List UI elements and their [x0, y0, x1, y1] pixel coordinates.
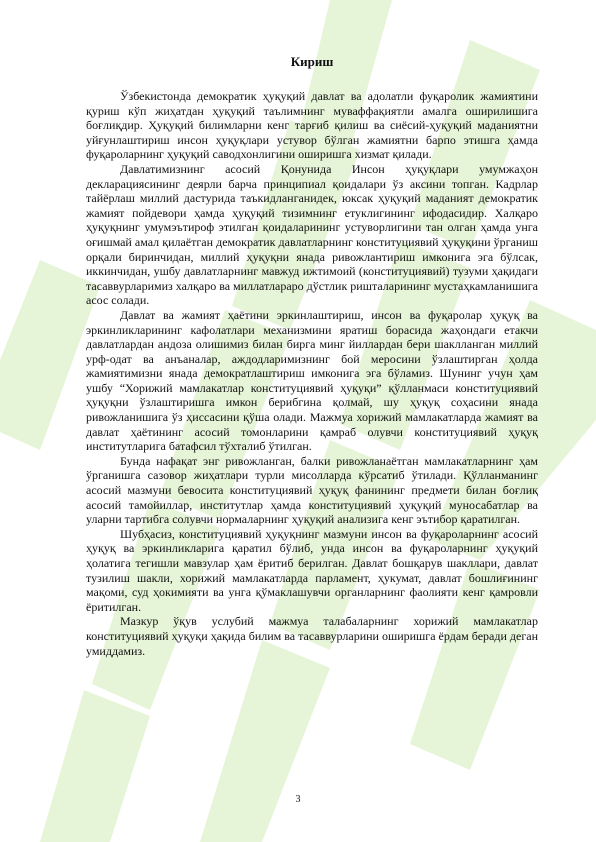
paragraph-5: Шубҳасиз, конституциявий ҳуқуқнинг мазмуни инсон ва фуқароларнинг асосий ҳуқуқ ва эркинликларига қаратил бўлиб, унда инсон ва фуқароларнинг ҳуқуқий ҳолатига тегишли мавзулар ҳам ёритиб берилган. Давлат бошқарув шакллари, давлат тузилиш шакли, хорижий мамлакатларда парламент, ҳукумат, давлат бошлиғининг мақоми, суд ҳокимияти ва унга қўмаклашувчи органларнинг фаолияти кенг қамровли ёритилган. [86, 526, 538, 614]
paragraph-3: Давлат ва жамият ҳаётини эркинлаштириш, инсон ва фуқаролар ҳуқуқ ва эркинликларининг кафолатлари механизмини яратиш борасида жаҳондаги етакчи давлатлардан андоза олишимиз билан бирга минг йиллардан бери шаклланган миллий урф-одат ва анъаналар, аждодларимизнинг бой меросини ўзлаштирган ҳолда жамиятимизни янада демократлаштириш имконига эга бўламиз. Шунинг учун ҳам ушбу “Хорижий мамлакатлар конституциявий ҳуқуқи” қўлланмаси конституциявий ҳуқуқни ўзлаштиришга имкон берибгина қолмай, шу ҳуқуқ соҳасини янада ривожланишига ўз ҳиссасини қўша олади. Мажмуа хорижий мамлакатларда жамият ва давлат ҳаётининг асосий томонларини қамраб олувчи конституциявий ҳуқуқ институтларига батафсил тўхталиб ўтилган. [86, 307, 538, 454]
document-body [86, 89, 538, 658]
paragraph-6: Мазкур ўқув услубий мажмуа талабаларнинг хорижий мамлакатлар конституциявий ҳуқуқи ҳақида билим ва тасаввурларини оширишга ёрдам беради деган умиддамиз. [86, 614, 538, 658]
paragraph-4: Бунда нафақат энг ривожланган, балки ривожланаётган мамлакатларнинг ҳам ўрганишга сазовор жиҳатлари турли мисолларда кўрсатиб ўтилади. Қўлланманинг асосий мазмуни бевосита конституциявий ҳуқуқ фанининг предмети билан боғлиқ асосий тамойиллар, институтлар ҳамда конституциявий ҳуқуқий муносабатлар ва уларни тартибга солувчи нормаларнинг ҳуқуқий анализига кенг эътибор қаратилган. [86, 453, 538, 527]
page-number: 3 [295, 794, 301, 805]
paragraph-1: Ўзбекистонда демократик ҳуқуқий давлат ва адолатли фуқаролик жамиятини қуриш кўп жиҳатдан ҳуқуқий таълимнинг муваффақиятли амалга оширилишига боғлиқдир. Ҳуқуқий билимларни кенг тарғиб қилиш ва сиёсий-ҳуқуқий маданиятни уйғунлаштириш инсон ҳуқуқлари устувор бўлган жамиятни барпо этишга ҳамда фуқароларнинг ҳуқуқий саводхонлигини оширишга хизмат қилади. [86, 89, 538, 162]
document-page [86, 54, 538, 658]
page-title: Кириш [290, 54, 334, 69]
paragraph-2: Давлатимизнинг асосий Қонунида Инсон ҳуқуқлари умумжаҳон декларациясининг деярли барча принципиал қоидалари ўз аксини топган. Кадрлар тайёрлаш миллий дастурида таъкидланганидек, юксак ҳуқуқий маданият демократик жамият пойдевори ҳамда ҳуқуқий тизимнинг етуклигининг ифодасидир. Халқаро ҳуқуқнинг умумэътироф этилган қоидаларининг устуворлигини тан олган ҳамда унга оғишмай амал қилаётган демократик давлатларнинг конституциявий ҳуқуқини ўрганиш орқали биринчидан, миллий ҳуқуқни янада ривожлантириш имконига эга бўлсак, иккинчидан, ушбу давлатларнинг мавжуд ижтимоий (конституциявий) тузуми ҳақидаги тасаввурларимиз халқаро ва миллатлараро дўстлик ришталарининг мустаҳкамланишига асос солади. [86, 161, 538, 308]
